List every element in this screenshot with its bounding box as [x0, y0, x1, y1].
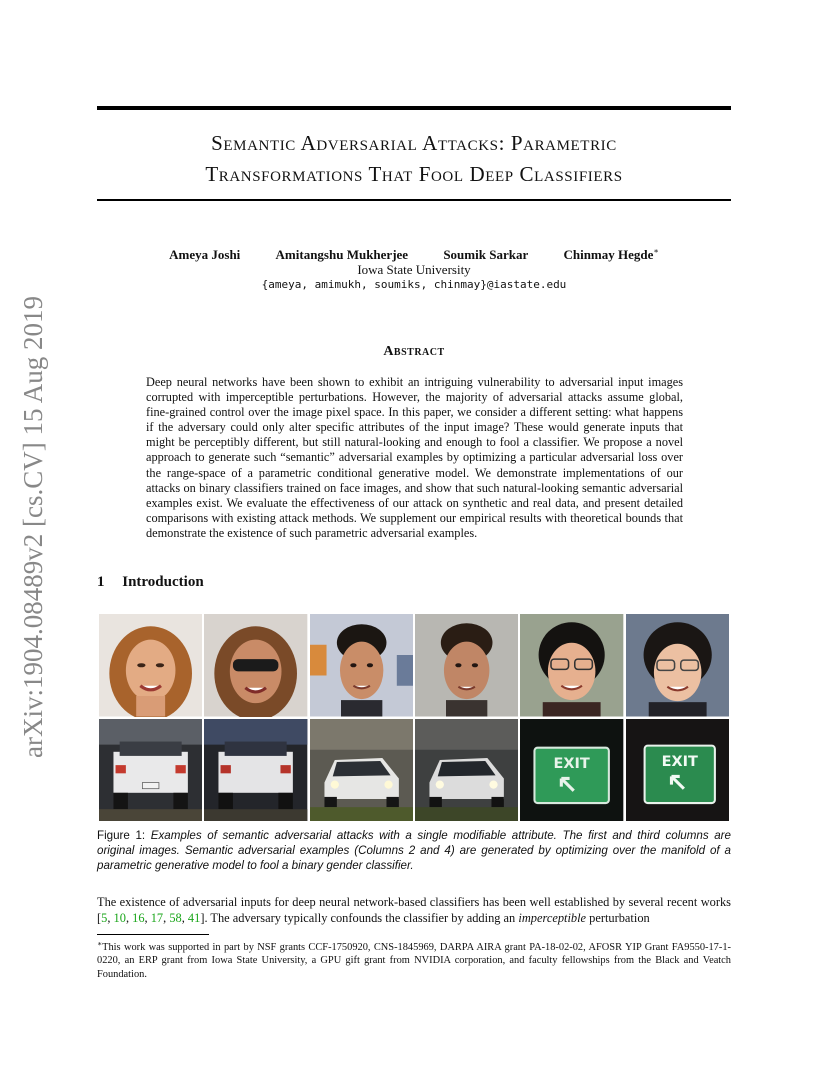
paper-title [97, 128, 731, 190]
author-name: Soumik Sarkar [443, 247, 529, 263]
footnote-text: This work was supported in part by NSF grants CCF-1750920, CNS-1845969, DARPA AIRA grant PA-18-02-02, AFOSR YIP Grant FA9550-17-1-0220, an ERP grant from Iowa State University, a GPU gift grant from NVIDIA corporation, and faculty fellowships from the Black and Veatch Foundation. [97, 942, 731, 980]
author-list [97, 247, 731, 263]
face-image-original-3 [520, 614, 623, 717]
title-bottom-rule [97, 199, 731, 201]
truck-image-original [99, 719, 202, 822]
exit-sign-image-adversarial [626, 719, 729, 822]
author-name: Chinmay Hegde∗ [563, 247, 659, 263]
citation-link[interactable]: 41 [187, 911, 201, 925]
truck-image-adversarial [204, 719, 307, 822]
exit-sign-image-original [520, 719, 623, 822]
citation-link[interactable]: 16 [132, 911, 145, 925]
car-image-adversarial [415, 719, 518, 822]
arxiv-identifier: arXiv:1904.08489v2 [cs.CV] 15 Aug 2019 [18, 296, 48, 758]
citation-link[interactable]: 58 [169, 911, 182, 925]
face-image-adversarial-3 [626, 614, 729, 717]
citation-link[interactable]: 5 [101, 911, 108, 925]
abstract-heading: Abstract [383, 344, 445, 359]
exit-sign-text: EXIT [553, 755, 591, 772]
introduction-paragraph: The existence of adversarial inputs for deep neural network-based classifiers has been well established by several recent works [5, 10, 16, 17, 58, 41]. The adversary typically confounds the classifier by adding an imperceptible perturbation [97, 895, 731, 925]
figure-1-caption [97, 828, 731, 873]
footnote-rule [97, 934, 209, 935]
citation-link[interactable]: 10 [113, 911, 126, 925]
abstract-text: Deep neural networks have been shown to exhibit an intriguing vulnerability to adversarial input images corrupted with imperceptible perturbations. However, the majority of adversarial attacks assume global, fine-grained control over the image pixel space. In this paper, we consider a different setting: what happens if the adversary could only alter specific attributes of the input image? These would generate inputs that might be perceptibly different, but still natural-looking and enough to fool a classifier. We propose a novel approach to generate such “semantic” adversarial examples by optimizing a particular adversarial loss over the range-space of a parametric conditional generative model. We demonstrate implementations of our attacks on binary classifiers trained on face images, and show that such natural-looking semantic adversarial examples exist. We evaluate the effectiveness of our attack on synthetic and real data, and present detailed comparisons with existing attack methods. We supplement our empirical results with theoretical bounds that demonstrate the existence of such parametric adversarial examples. [146, 375, 683, 540]
footnote-marker: ∗ [653, 247, 659, 256]
emphasized-word: imperceptible [518, 911, 587, 925]
face-image-adversarial-2 [415, 614, 518, 717]
affiliation: Iowa State University [357, 262, 471, 277]
title-top-rule [97, 106, 731, 110]
figure-label: Figure 1: [97, 829, 146, 842]
footnote-marker: ∗ [97, 939, 103, 948]
figure-1-image-grid [99, 614, 729, 821]
face-image-original-1 [99, 614, 202, 717]
author-name: Ameya Joshi [169, 247, 241, 263]
car-image-original [310, 719, 413, 822]
section-title: Introduction [122, 574, 204, 590]
exit-sign-text: EXIT [661, 753, 698, 770]
title-line-2: Transformations That Fool Deep Classifiers [205, 162, 623, 186]
section-heading-introduction [97, 574, 204, 591]
title-line-1: Semantic Adversarial Attacks: Parametric [211, 131, 617, 155]
citation-link[interactable]: 17 [150, 911, 164, 925]
figure-caption-text: Examples of semantic adversarial attacks with a single modifiable attribute. The first and third columns are original images. Semantic adversarial examples (Columns 2 and 4) are generated by optimizing over the manifold of a parametric generative model to fool a binary gender classifier. [97, 829, 731, 872]
author-name: Amitangshu Mukherjee [275, 247, 409, 263]
face-image-adversarial-1 [204, 614, 307, 717]
face-image-original-2 [310, 614, 413, 717]
author-emails: {ameya, amimukh, soumiks, chinmay}@iastate.edu [261, 278, 567, 291]
section-number: 1 [97, 574, 105, 590]
footnote [97, 937, 731, 981]
